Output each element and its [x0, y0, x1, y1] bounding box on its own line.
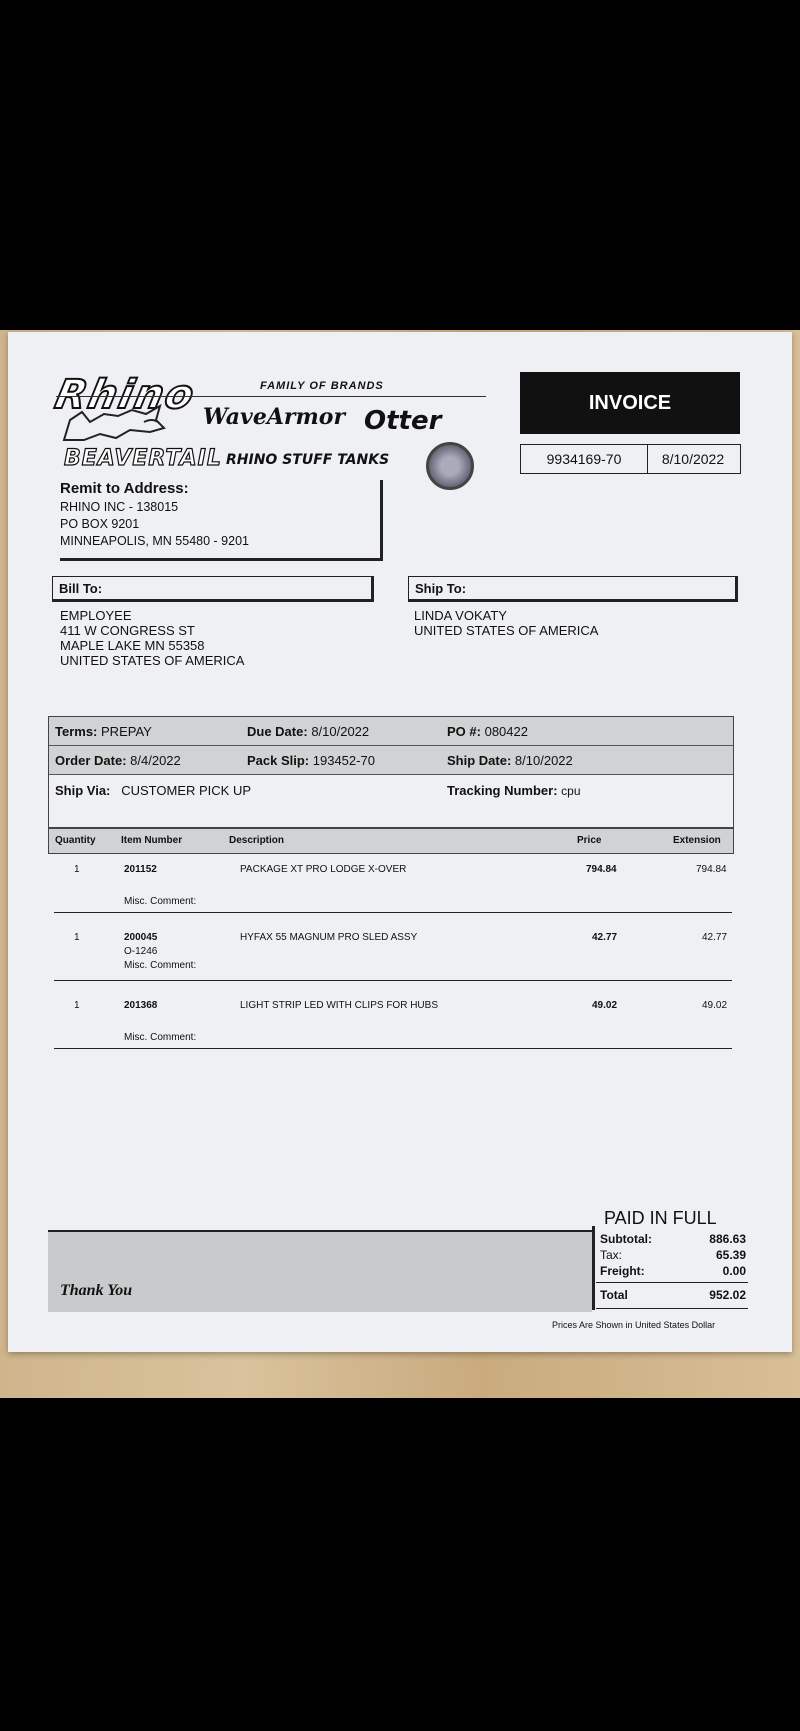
terms-label: Terms: [55, 723, 98, 739]
rhino-logo: Rhino [51, 372, 200, 418]
terms-row-3 [49, 775, 733, 827]
item-qty: 1 [74, 864, 80, 875]
bill-to-line: 411 W CONGRESS ST [60, 623, 195, 638]
item-price: 49.02 [592, 1000, 618, 1011]
ship-via-value: CUSTOMER PICK UP [121, 783, 252, 798]
ship-to-line: UNITED STATES OF AMERICA [414, 623, 599, 638]
bill-to-header: Bill To: [52, 576, 374, 602]
col-item-number: Item Number [121, 835, 183, 846]
remit-line: PO BOX 9201 [60, 517, 140, 531]
col-price: Price [577, 835, 602, 846]
invoice-paper [8, 332, 792, 1352]
order-date-value: 8/4/2022 [130, 752, 181, 768]
bill-to-line: EMPLOYEE [60, 608, 132, 623]
invoice-title: INVOICE [520, 372, 740, 434]
logo-divider [56, 396, 486, 397]
item-divider [54, 980, 732, 981]
po-value: 080422 [484, 723, 528, 739]
total-label: Total [600, 1288, 628, 1302]
remit-line: RHINO INC - 138015 [60, 500, 179, 514]
pack-slip-label: Pack Slip: [247, 752, 310, 768]
item-qty: 1 [74, 1000, 80, 1011]
remit-title: Remit to Address: [60, 480, 189, 497]
tax-label: Tax: [600, 1248, 623, 1262]
item-extension: 49.02 [702, 1000, 728, 1011]
item-number: 201152 [124, 864, 157, 875]
po-label: PO #: [447, 723, 481, 739]
item-sub-number: O-1246 [124, 946, 158, 957]
terms-row-2 [49, 746, 733, 775]
item-qty: 1 [74, 932, 80, 943]
beavertail-logo: BEAVERTAIL [64, 446, 222, 471]
item-number: 201368 [124, 1000, 158, 1011]
ship-to-line: LINDA VOKATY [414, 608, 507, 623]
item-description: HYFAX 55 MAGNUM PRO SLED ASSY [240, 932, 418, 943]
ship-date-label: Ship Date: [447, 752, 512, 768]
item-divider [54, 912, 732, 913]
due-date-label: Due Date: [247, 723, 308, 739]
total-value: 952.02 [709, 1288, 746, 1302]
thank-you-text: Thank You [60, 1282, 133, 1299]
pack-slip-value: 193452-70 [312, 752, 375, 768]
family-of-brands-text: FAMILY OF BRANDS [260, 380, 384, 392]
rhino-head-icon [60, 400, 170, 444]
footer-divider [592, 1226, 595, 1310]
order-date-label: Order Date: [55, 752, 127, 768]
terms-value: PREPAY [101, 723, 152, 739]
item-description: PACKAGE XT PRO LODGE X-OVER [240, 864, 407, 875]
item-price: 794.84 [586, 864, 617, 875]
col-description: Description [229, 835, 285, 846]
item-description: LIGHT STRIP LED WITH CLIPS FOR HUBS [240, 1000, 438, 1011]
bill-to-address [60, 608, 244, 668]
tax-value: 65.39 [715, 1248, 746, 1262]
items-table-header [48, 828, 734, 854]
tracking-value: cpu [561, 784, 581, 798]
bill-to-line: UNITED STATES OF AMERICA [60, 653, 245, 668]
brand-seal-icon [426, 442, 474, 490]
ship-to-header: Ship To: [408, 576, 738, 602]
freight-label: Freight: [600, 1264, 645, 1278]
col-extension: Extension [673, 835, 721, 846]
subtotal-label: Subtotal: [600, 1232, 652, 1246]
order-terms [48, 716, 734, 828]
freight-value: 0.00 [722, 1264, 746, 1278]
ship-to-address [414, 608, 598, 638]
invoice-date: 8/10/2022 [646, 444, 741, 474]
stuff-tanks-logo: RHINO STUFF TANKS [226, 452, 390, 468]
invoice-number: 9934169-70 [520, 444, 648, 474]
terms-row-1 [49, 717, 733, 746]
paid-in-full-text: PAID IN FULL [604, 1208, 717, 1228]
col-quantity: Quantity [55, 835, 96, 846]
item-number: 200045 [124, 932, 158, 943]
item-extension: 794.84 [696, 864, 727, 875]
total-divider [596, 1282, 748, 1283]
item-price: 42.77 [592, 932, 618, 943]
item-divider [54, 1048, 732, 1049]
subtotal-value: 886.63 [709, 1232, 746, 1246]
item-extension: 42.77 [702, 932, 728, 943]
item-comment: Misc. Comment: [124, 896, 197, 907]
ship-via-label: Ship Via: [55, 783, 111, 798]
ship-date-value: 8/10/2022 [514, 752, 573, 768]
item-comment: Misc. Comment: [124, 1032, 197, 1043]
tracking-label: Tracking Number: [447, 783, 558, 798]
item-comment: Misc. Comment: [124, 960, 197, 971]
currency-note: Prices Are Shown in United States Dollar [552, 1320, 716, 1330]
otter-logo: Otter [364, 406, 442, 436]
bill-to-line: MAPLE LAKE MN 55358 [60, 638, 205, 653]
wave-armor-logo: WaveArmor [203, 404, 346, 430]
due-date-value: 8/10/2022 [311, 723, 370, 739]
remit-line: MINNEAPOLIS, MN 55480 - 9201 [60, 534, 249, 548]
remit-address [60, 480, 383, 561]
total-bottom-divider [596, 1308, 748, 1309]
